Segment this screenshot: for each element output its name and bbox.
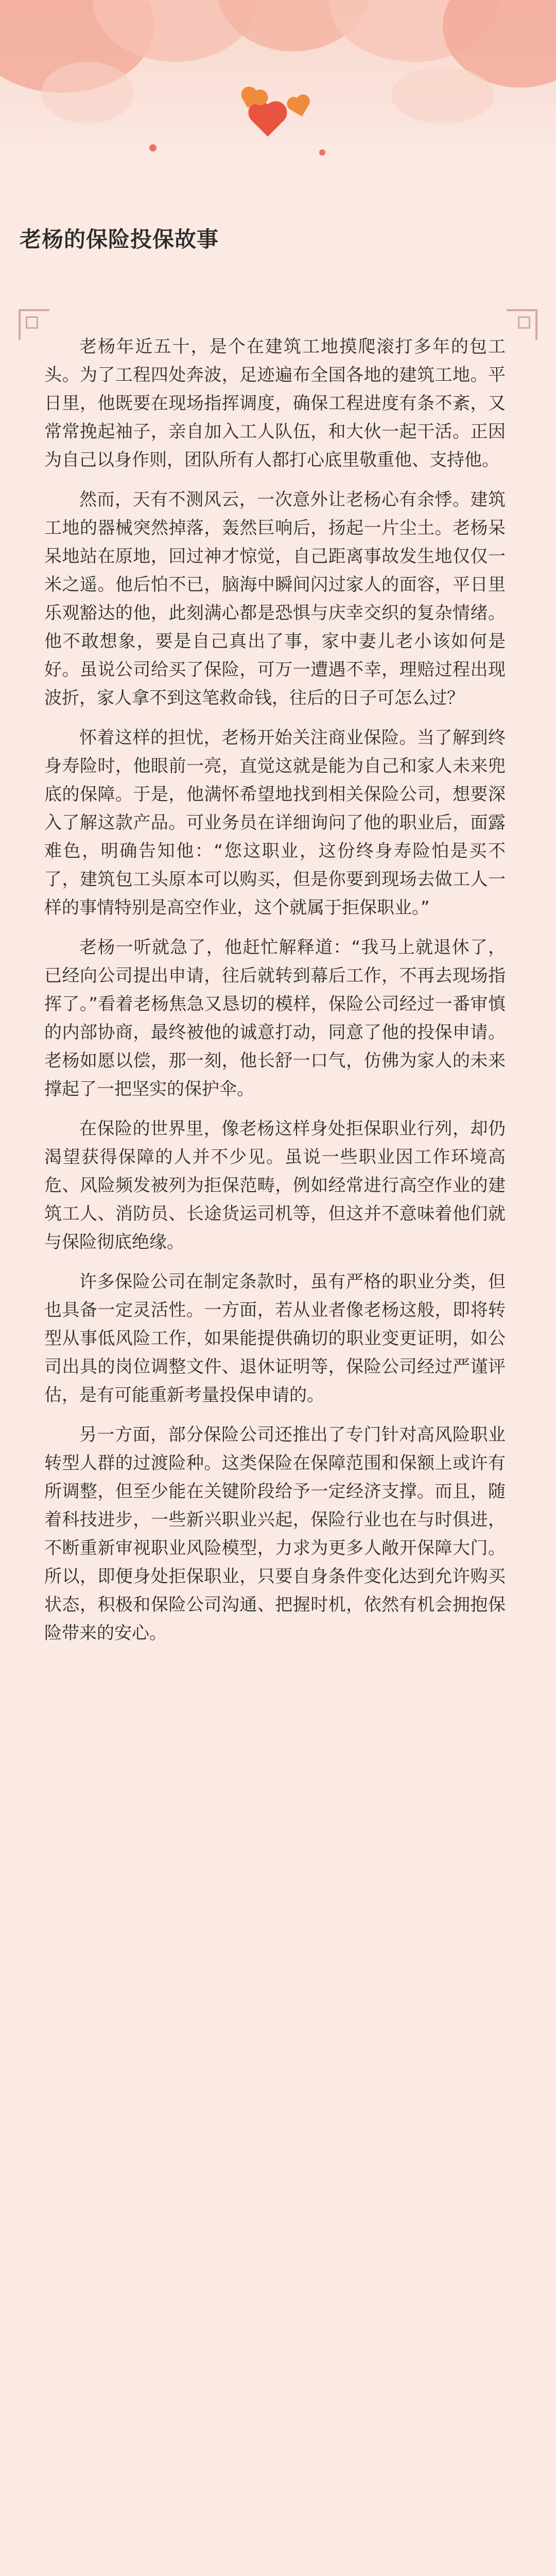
- article-body: [44, 333, 506, 1659]
- article-paragraph: 怀着这样的担忧，老杨开始关注商业保险。当了解到终身寿险时，他眼前一亮，直觉这就是能为自己和家人未来兜底的保障。于是，他满怀希望地找到相关保险公司，想要深入了解这款产品。可业务员在详细询问了他的职业后，面露难色，明确告知他：“您这职业，这份终身寿险怕是买不了，建筑包工头原本可以购买，但是你要到现场去做工人一样的事情特别是高空作业，这个就属于拒保职业。”: [44, 727, 506, 918]
- heart-icon: [252, 105, 284, 137]
- sparkle-dot: [149, 144, 157, 151]
- frame-corner: [507, 309, 537, 340]
- article-frame: [19, 309, 537, 2576]
- article-paragraph: 老杨年近五十，是个在建筑工地摸爬滚打多年的包工头。为了工程四处奔波，足迹遍布全国各地的建筑工地。平日里，他既要在现场指挥调度，确保工程进度有条不紊，又常常挽起袖子，亲自加入工人队伍，和大伙一起干活。正因为自己以身作则，团队所有人都打心底里敬重他、支持他。: [44, 336, 506, 470]
- article-paragraph: 然而，天有不测风云，一次意外让老杨心有余悸。建筑工地的器械突然掉落，轰然巨响后，扬起一片尘土。老杨呆呆地站在原地，回过神才惊觉，自己距离事故发生地仅仅一米之遥。他后怕不已，脑海中瞬间闪过家人的面容，平日里乐观豁达的他，此刻满心都是恐惧与庆幸交织的复杂情绪。他不敢想象，要是自己真出了事，家中妻儿老小该如何是好。虽说公司给买了保险，可万一遭遇不幸，理赔过程出现波折，家人拿不到这笔救命钱，往后的日子可怎么过？: [44, 489, 506, 708]
- article-paragraph: 另一方面，部分保险公司还推出了专门针对高风险职业转型人群的过渡险种。这类保险在保障范围和保额上或许有所调整，但至少能在关键阶段给予一定经济支撑。而且，随着科技进步，一些新兴职业兴起，保险行业也在与时俱进，不断重新审视职业风险模型，力求为更多人敞开保障大门。所以，即便身处拒保职业，只要自身条件变化达到允许购买状态，积极和保险公司沟通、把握时机，依然有机会拥抱保险带来的安心。: [44, 1425, 506, 1643]
- petal-decoration: [391, 67, 494, 124]
- heart-icon: [290, 98, 309, 116]
- header-decoration: [0, 0, 556, 185]
- article-paragraph: 老杨一听就急了，他赶忙解释道：“我马上就退休了，已经向公司提出申请，往后就转到幕后工作，不再去现场指挥了。”看着老杨焦急又恳切的模样，保险公司经过一番审慎的内部协商，最终被他的诚意打动，同意了他的投保申请。老杨如愿以偿，那一刻，他长舒一口气，仿佛为家人的未来撑起了一把坚实的保护伞。: [44, 937, 506, 1099]
- article-title: 老杨的保险投保故事: [20, 227, 219, 252]
- petal-decoration: [41, 62, 134, 124]
- article-paragraph: 许多保险公司在制定条款时，虽有严格的职业分类，但也具备一定灵活性。一方面，若从业者像老杨这般，即将转型从事低风险工作，如果能提供确切的职业变更证明，如公司出具的岗位调整文件、退休证明等，保险公司经过严谨评估，是有可能重新考量投保申请的。: [44, 1272, 506, 1405]
- article-paragraph: 在保险的世界里，像老杨这样身处拒保职业行列，却仍渴望获得保障的人并不少见。虽说一些职业因工作环境高危、风险频发被列为拒保范畴，例如经常进行高空作业的建筑工人、消防员、长途货运司机等，但这并不意味着他们就与保险彻底绝缘。: [44, 1118, 506, 1252]
- sparkle-dot: [319, 149, 325, 156]
